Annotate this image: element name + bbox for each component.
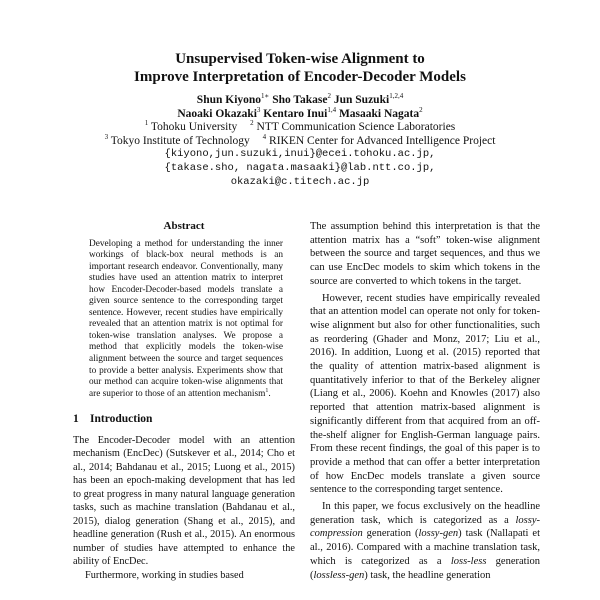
- affiliation: RIKEN Center for Advanced Intelligence Project: [269, 134, 496, 147]
- author-line-2: [0, 105, 600, 122]
- section-title: Introduction: [90, 413, 153, 426]
- affil-mark: 2: [250, 119, 254, 128]
- affiliation: Tokyo Institute of Technology: [110, 134, 250, 147]
- body-paragraph-1: The assumption behind this interpretation is that the attention matrix has a “soft” token-wise alignment between the source and target sequences, and thus we can use EncDec models to skim which tokens in the source are converted to which tokens in the target.: [310, 221, 540, 287]
- right-column: [310, 220, 540, 585]
- author-block: [0, 94, 600, 189]
- title-line-1: Unsupervised Token-wise Alignment to: [175, 51, 425, 67]
- intro-paragraph-1: The Encoder-Decoder model with an attention mechanism (EncDec) (Sutskever et al., 2014; Cho et al., 2014; Bahdanau et al., 2015; Luong et al., 2015) has been an epoch-making development that has led to great progress in many natural language generation tasks, such as machine translation (Bahdanau et al., 2015), dialog generation (Shang et al., 2015), and headline generation (Rush et al., 2015). An enormous number of studies have attempted to enhance the ability of EncDec.: [73, 434, 295, 568]
- body-paragraph-3: [310, 500, 540, 582]
- author-name: Naoaki Okazaki: [177, 107, 257, 120]
- title-line-2: Improve Interpretation of Encoder-Decoder Models: [134, 69, 466, 85]
- italic-term: lossy-gen: [418, 528, 459, 540]
- affil-mark: 1: [144, 119, 149, 128]
- author-affil-mark: 1,4: [327, 105, 337, 114]
- text-span: ) task, the headline generation: [364, 569, 491, 581]
- section-heading-introduction: [73, 413, 295, 426]
- author-affil-mark: 1∗: [261, 92, 270, 100]
- affiliation-line-2: [0, 132, 600, 149]
- abstract-end: .: [268, 388, 271, 399]
- italic-term: lossy-compression: [310, 514, 540, 540]
- affiliation-line-1: [0, 121, 600, 135]
- italic-term: lossless-gen: [313, 569, 365, 581]
- author-affil-mark: 1,2,4: [389, 92, 404, 100]
- author-line-1: [0, 94, 600, 108]
- email-line: {takase.sho, nagata.masaaki}@lab.ntt.co.jp,: [164, 161, 436, 174]
- affil-mark: 3: [104, 132, 109, 141]
- author-affil-mark: 3: [256, 105, 261, 114]
- author-name: Masaaki Nagata: [338, 107, 420, 120]
- affiliation: NTT Communication Science Laboratories: [256, 121, 456, 134]
- text-span: ) task (Nallapati et al., 2016). Compared with a machine translation task, which is categorized as a: [310, 528, 540, 567]
- text-span: generation (: [310, 555, 540, 581]
- footnote-mark: 1: [265, 387, 269, 394]
- paper-title: [0, 50, 600, 86]
- abstract-heading: Abstract: [163, 220, 205, 232]
- author-affil-mark: 2: [327, 92, 331, 100]
- email-line: {kiyono,jun.suzuki,inui}@ecei.tohoku.ac.jp,: [164, 148, 436, 161]
- italic-term: loss-less: [450, 555, 487, 567]
- author-affil-mark: 2: [419, 105, 423, 114]
- author-name: Jun Suzuki: [333, 94, 390, 106]
- author-name: Sho Takase: [272, 94, 328, 106]
- abstract-text: Developing a method for understanding the inner workings of black-box neural methods is an important research endeavor. Conventionally, many studies have used an attention matrix to interpret how Encoder-Decoder-based models translate a given source sentence to the corresponding target sentence. However, recent studies have empirically revealed that an attention matrix is not optimal for token-wise translation analyses. We propose a method that explicitly models the token-wise alignment between the source and target sequences to provide a better analysis. Experiments show that our method can acquire token-wise alignments that are superior to those of an attention mechanism: [89, 238, 283, 399]
- intro-paragraph-2: Furthermore, working in studies based: [85, 569, 244, 581]
- affil-mark: 4: [262, 132, 267, 141]
- email-line: okazaki@c.titech.ac.jp: [230, 175, 370, 188]
- text-span: generation (: [362, 528, 419, 540]
- affiliation: Tohoku University: [150, 121, 238, 134]
- author-name: Shun Kiyono: [196, 94, 262, 106]
- author-name: Kentaro Inui: [263, 107, 328, 120]
- body-paragraph-2: However, recent studies have empirically revealed that an attention model can operate not only for token-wise alignment but also for other functionalities, such as reordering (Ghader and Monz, 2017; Liu et al., 2016). In addition, Luong et al. (2015) reported that the quality of attention matrix-based alignment is quantitatively inferior to that of the Berkeley aligner (Liang et al., 2006). Koehn and Knowles (2017) also reported that attention matrix-based alignment is significantly different from that acquired from an off-the-shelf aligner for English-German language pairs. From these recent findings, the goal of this paper is to provide a method that can offer a better interpretation of how EncDec models translate a given source sentence to the corresponding target sentence.: [310, 292, 540, 496]
- text-span: In this paper, we focus exclusively on the headline generation task, which is categorized as a: [310, 501, 540, 526]
- left-column: [73, 220, 295, 582]
- abstract-body: [89, 239, 283, 401]
- section-number: 1: [73, 413, 79, 426]
